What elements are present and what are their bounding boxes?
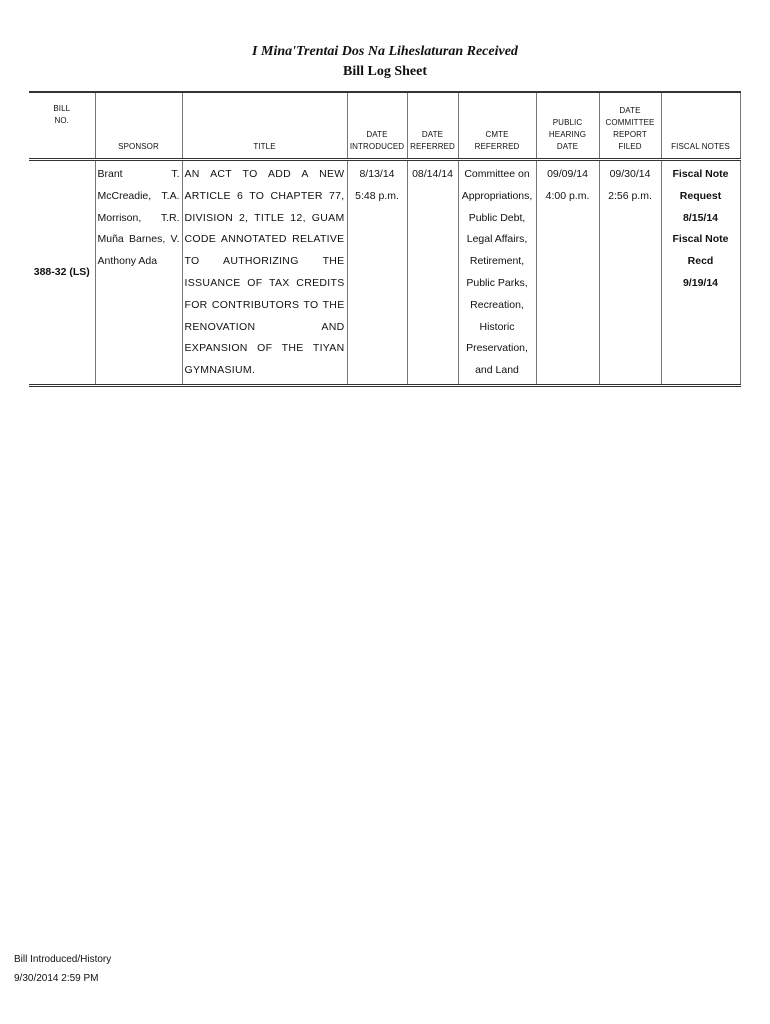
- fiscal-note-line-3: 8/15/14: [682, 211, 719, 224]
- col-date-referred-l2: REFERRED: [410, 142, 455, 151]
- col-date-introduced-l1: DATE: [366, 130, 388, 139]
- col-fiscal-notes: FISCAL NOTES: [661, 92, 740, 160]
- date-introduced-cell: [347, 160, 407, 386]
- col-public-hearing: [536, 92, 599, 160]
- col-committee-report-l3: REPORT FILED: [613, 130, 647, 151]
- col-bill-no-l1: BILL: [53, 104, 71, 113]
- bill-log-table: [29, 91, 741, 387]
- col-cmte-referred-l2: REFERRED: [474, 142, 520, 151]
- col-date-referred-l1: DATE: [421, 130, 444, 139]
- col-bill-no: [29, 92, 95, 160]
- col-title: TITLE: [182, 92, 347, 160]
- footer-report-name: Bill Introduced/History: [14, 954, 112, 965]
- table-row: [29, 160, 740, 386]
- col-sponsor: SPONSOR: [95, 92, 182, 160]
- footer-timestamp: 9/30/2014 2:59 PM: [14, 973, 99, 984]
- date-introduced-time: 5:48 p.m.: [355, 189, 399, 202]
- public-hearing-cell: [536, 160, 599, 386]
- sheet-title: Bill Log Sheet: [342, 64, 427, 79]
- col-date-referred: [407, 92, 458, 160]
- title-cell: AN ACT TO ADD A NEW ARTICLE 6 TO CHAPTER 77, DIVISION 2, TITLE 12, GUAM CODE ANNOTATED RELATIVE TO AUTHORIZING THE ISSUANCE OF TAX CREDITS FOR CONTRIBUTORS TO THE RENOVATION AND EXPANSION OF THE TIYAN GYMNASIUM.: [182, 160, 347, 386]
- col-committee-report: [599, 92, 661, 160]
- legislature-title: I Mina'Trentai Dos Na Liheslaturan Received: [252, 44, 518, 59]
- header-row: [29, 92, 740, 160]
- col-committee-report-l2: COMMITTEE: [605, 118, 655, 127]
- col-cmte-referred-l1: CMTE: [485, 130, 509, 139]
- date-referred-cell: 08/14/14: [407, 160, 458, 386]
- committee-report-cell: [599, 160, 661, 386]
- cmte-referred-cell: Committee on Appropriations, Public Debt, Legal Affairs, Retirement, Public Parks, Recreation, Historic Preservation, and Land: [458, 160, 536, 386]
- fiscal-note-line-1: Fiscal Note: [672, 168, 729, 180]
- date-introduced-date: 8/13/14: [359, 168, 395, 180]
- col-date-introduced-l2: INTRODUCED: [349, 142, 405, 151]
- bill-number: 388-32 (LS): [33, 266, 90, 279]
- col-public-hearing-l2: HEARING: [548, 130, 587, 139]
- fiscal-notes-cell: [661, 160, 740, 386]
- fiscal-note-line-2: Request: [679, 189, 722, 202]
- committee-report-date: 09/30/14: [609, 168, 651, 180]
- sponsor-cell: Brant T. McCreadie, T.A. Morrison, T.R. Muña Barnes, V. Anthony Ada: [95, 160, 182, 386]
- fiscal-note-line-4: Fiscal Note Recd: [672, 233, 729, 268]
- col-date-introduced: [347, 92, 407, 160]
- col-cmte-referred: [458, 92, 536, 160]
- col-committee-report-l1: DATE: [619, 106, 641, 115]
- col-public-hearing-l3: DATE: [556, 142, 579, 151]
- col-public-hearing-l1: PUBLIC: [552, 118, 583, 127]
- public-hearing-date: 09/09/14: [547, 168, 588, 180]
- fiscal-note-line-5: 9/19/14: [682, 276, 719, 289]
- sheet-header: [0, 42, 770, 82]
- committee-report-time: 2:56 p.m.: [608, 189, 652, 202]
- col-bill-no-l2: NO.: [54, 116, 70, 125]
- public-hearing-time: 4:00 p.m.: [545, 189, 590, 202]
- page-footer: [14, 950, 111, 988]
